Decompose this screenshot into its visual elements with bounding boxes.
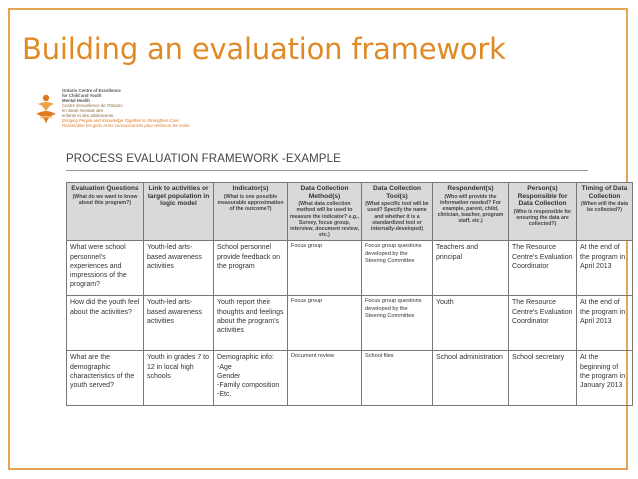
column-header: Link to activities or target population in logic model: [144, 183, 214, 241]
table-cell: School secretary: [509, 351, 577, 406]
heading-divider: [66, 170, 588, 171]
table-cell: Youth in grades 7 to 12 in local high schools: [144, 351, 214, 406]
column-header: Data Collection Method(s) (What data collection method will be used to measure the indicator? e.g., Survey, focus group, interview, document review, etc.): [288, 183, 362, 241]
table-cell: Youth: [433, 296, 509, 351]
logo-line: Ontario Centre of Excellence: [62, 88, 121, 93]
logo-icon: [34, 88, 60, 128]
table-cell: Document review: [288, 351, 362, 406]
table-row: [67, 241, 633, 296]
table-cell: Demographic info: -Age Gender -Family composition -Etc.: [214, 351, 288, 406]
table-cell: The Resource Centre's Evaluation Coordinator: [509, 241, 577, 296]
table-cell: At the end of the program in April 2013: [577, 296, 633, 351]
table-cell: The Resource Centre's Evaluation Coordinator: [509, 296, 577, 351]
table-row: [67, 296, 633, 351]
table-cell: At the end of the program in April 2013: [577, 241, 633, 296]
logo-tagline: Bringing People and Knowledge Together to Strengthen Care.: [62, 118, 180, 123]
table-cell: Youth-led arts-based awareness activities: [144, 296, 214, 351]
column-header: Indicator(s) (What is one possible measurable approximation of the outcome?): [214, 183, 288, 241]
table-cell: Focus group: [288, 296, 362, 351]
logo-line: Centre d'excellence de l'Ontario: [62, 103, 123, 108]
table-cell: School files: [362, 351, 433, 406]
column-header: Evaluation Questions (What do we want to know about this program?): [67, 183, 144, 241]
table-cell: School personnel provide feedback on the program: [214, 241, 288, 296]
slide-title: Building an evaluation framework: [22, 32, 506, 66]
column-header: Timing of Data Collection (When will the data be collected?): [577, 183, 633, 241]
table-cell: How did the youth feel about the activities?: [67, 296, 144, 351]
table-cell: Focus group: [288, 241, 362, 296]
framework-heading: PROCESS EVALUATION FRAMEWORK -EXAMPLE: [66, 153, 341, 165]
table-cell: Focus group questions developed by the Steering Committee: [362, 296, 433, 351]
logo-line: enfants et des adolescents: [62, 113, 114, 118]
evaluation-framework-table: [66, 182, 633, 406]
table-header-row: [67, 183, 633, 241]
logo-text: [62, 88, 191, 128]
organization-logo: [34, 88, 274, 132]
column-header: Respondent(s) (Who will provide the information needed? For example, parent, child, clinician, teacher, program staff, etc.): [433, 183, 509, 241]
table-cell: School administration: [433, 351, 509, 406]
table-cell: What are the demographic characteristics of the youth served?: [67, 351, 144, 406]
column-header: Data Collection Tool(s) (What specific tool will be used? Specify the name and whether it is a standardized tool or internally-developed): [362, 183, 433, 241]
table-cell: Teachers and principal: [433, 241, 509, 296]
logo-line: en santé mentale des: [62, 108, 104, 113]
table-cell: Youth report their thoughts and feelings about the program's activities: [214, 296, 288, 351]
table-cell: Youth-led arts-based awareness activities: [144, 241, 214, 296]
table-cell: Focus group questions developed by the Steering Committee: [362, 241, 433, 296]
table-cell: What were school personnel's experiences and impressions of the program?: [67, 241, 144, 296]
table-cell: At the beginning of the program in January 2013: [577, 351, 633, 406]
logo-line: Mental Health: [62, 98, 90, 103]
column-header: Person(s) Responsible for Data Collection (Who is responsible for ensuring the data are collected?): [509, 183, 577, 241]
logo-line: for Child and Youth: [62, 93, 102, 98]
table-row: [67, 351, 633, 406]
logo-tagline: Rassembler les gens et les connaissances pour renforcer les soins.: [62, 123, 191, 128]
